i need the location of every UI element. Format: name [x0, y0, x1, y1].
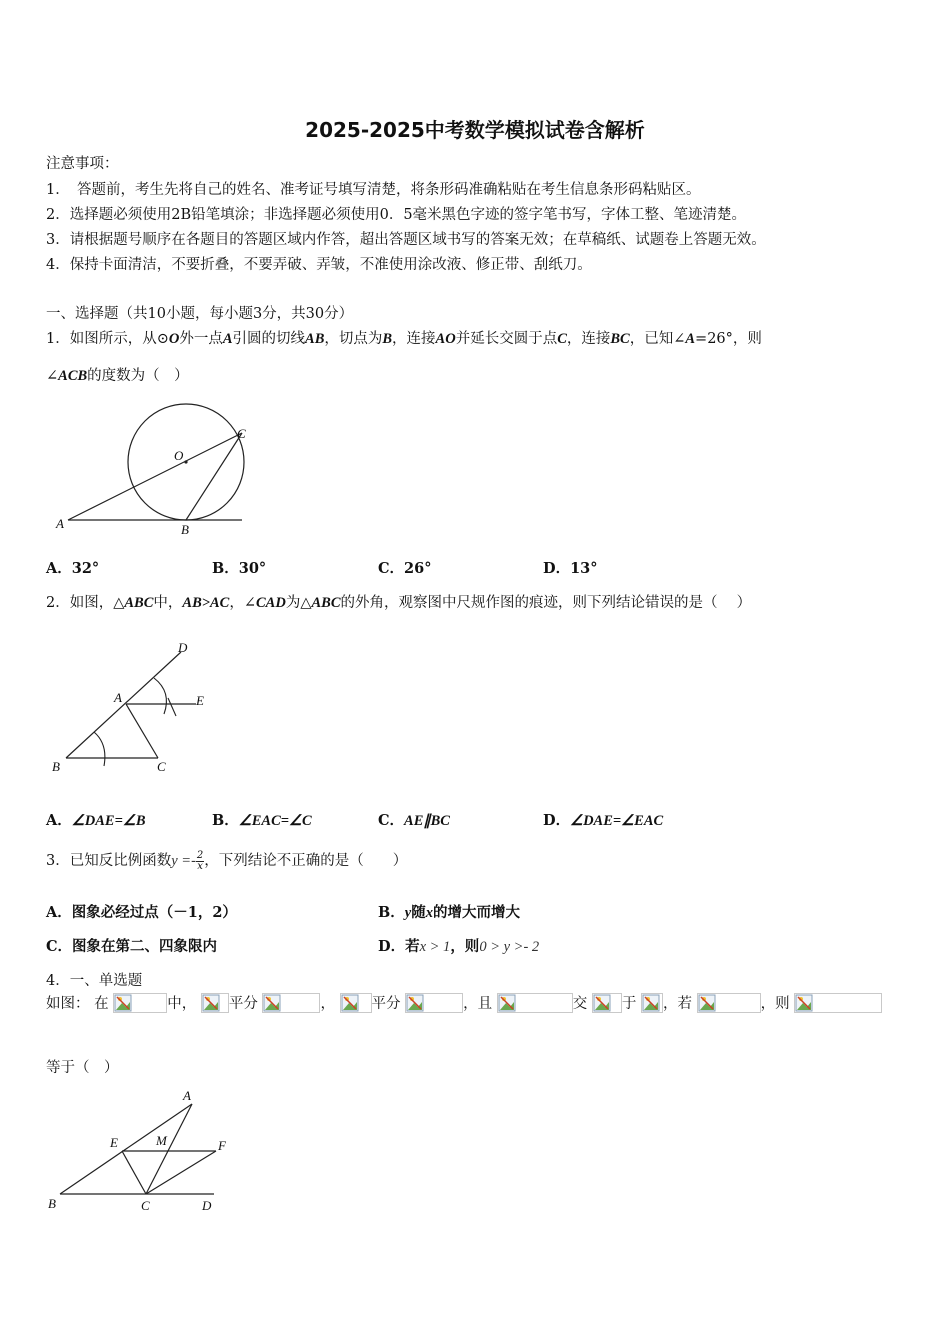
broken-image: [592, 993, 622, 1013]
broken-image: [340, 993, 372, 1013]
fig4-label-F: F: [218, 1138, 226, 1153]
q2-stem: 2．如图，△ABC中，AB>AC，∠CAD为△ABC的外角，观察图中尺规作图的痕迹，则下列结论错误的是（ ）: [46, 595, 752, 611]
broken-image-icon: [263, 994, 281, 1012]
fig2-label-A: A: [114, 690, 122, 705]
notice-item: 3．请根据题号顺序在各题目的答题区域内作答，超出答题区域书写的答案无效；在草稿纸、试题卷上答题无效。: [46, 232, 766, 248]
broken-image: [794, 993, 882, 1013]
broken-image-icon: [642, 994, 660, 1012]
q4-head: 4．一、单选题: [46, 973, 143, 989]
q1-stem-line1: 1．如图所示，从⊙O外一点A引圆的切线AB，切点为B，连接AO并延长交圆于点C，连接BC，已知∠A=26°，则: [46, 331, 762, 347]
fig2-label-C: C: [157, 759, 166, 774]
fig1-label-O: O: [174, 448, 184, 463]
q3-stem: 3．已知反比例函数y =- $\frac{2}{x}$ ，下列结论不正确的是（ ）: [46, 849, 408, 872]
q2-option-a[interactable]: A．∠DAE=∠B: [46, 812, 146, 829]
q1-option-d[interactable]: D．13°: [543, 560, 598, 577]
q4-tail: 等于（ ）: [46, 1060, 119, 1076]
broken-image: [201, 993, 229, 1013]
broken-image-icon: [406, 994, 424, 1012]
fig2-label-D: D: [178, 640, 188, 655]
fig4-label-E: E: [110, 1135, 118, 1150]
q1-option-b[interactable]: B．30°: [212, 560, 267, 577]
notice-item: 2．选择题必须使用2B铅笔填涂；非选择题必须使用0．5毫米黑色字迹的签字笔书写，字体工整、笔迹清楚。: [46, 207, 747, 223]
broken-image-icon: [795, 994, 813, 1012]
fig4-label-A: A: [183, 1088, 191, 1103]
broken-image: [262, 993, 320, 1013]
fig1-label-A: A: [56, 516, 64, 531]
fig1-label-B: B: [181, 522, 189, 537]
q1-figure: [46, 398, 256, 543]
q2-figure: [46, 632, 221, 780]
broken-image: [405, 993, 463, 1013]
q3-option-c[interactable]: C．图象在第二、四象限内: [46, 938, 218, 955]
broken-image: [697, 993, 761, 1013]
notice-item: 4．保持卡面清洁，不要折叠，不要弄破、弄皱，不准使用涂改液、修正带、刮纸刀。: [46, 257, 592, 273]
notice-heading: 注意事项：: [46, 156, 119, 172]
broken-image: [113, 993, 167, 1013]
fig2-label-B: B: [52, 759, 60, 774]
fig1-label-C: C: [237, 426, 246, 441]
q2-option-b[interactable]: B．∠EAC=∠C: [212, 812, 312, 829]
q1-option-a[interactable]: A．32°: [46, 560, 100, 577]
q3-option-d[interactable]: D．若x > 1，则0 > y >- 2: [378, 938, 540, 955]
fig4-label-D: D: [202, 1198, 212, 1213]
fig2-label-E: E: [196, 693, 204, 708]
fig4-label-B: B: [48, 1196, 56, 1211]
page-title: 2025-2025中考数学模拟试卷含解析: [305, 118, 645, 142]
q2-option-c[interactable]: C．AE∥BC: [378, 812, 450, 829]
q3-option-a[interactable]: A．图象必经过点（－1，2）: [46, 904, 237, 921]
q3-fraction: $\frac{2}{x}$: [196, 849, 204, 872]
q3-option-b[interactable]: B．y随x的增大而增大: [378, 904, 520, 921]
fig4-label-C: C: [141, 1198, 150, 1213]
q1-option-c[interactable]: C．26°: [378, 560, 432, 577]
broken-image-icon: [341, 994, 359, 1012]
section-heading: 一、选择题（共10小题，每小题3分，共30分）: [46, 306, 354, 322]
broken-image-icon: [593, 994, 611, 1012]
q4-stem: 如图： 在 中， 平分 ， 平分 ，且 交 于 ，若 ，则: [46, 992, 882, 1013]
notice-item: 1． 答题前，考生先将自己的姓名、准考证号填写清楚，将条形码准确粘贴在考生信息条形码粘贴区。: [46, 182, 701, 198]
broken-image-icon: [202, 994, 220, 1012]
q1-stem-line2: ∠ACB的度数为（ ）: [46, 368, 189, 384]
fig4-label-M: M: [156, 1133, 167, 1148]
q2-option-d[interactable]: D．∠DAE=∠EAC: [543, 812, 664, 829]
broken-image-icon: [698, 994, 716, 1012]
broken-image-icon: [114, 994, 132, 1012]
broken-image-icon: [498, 994, 516, 1012]
broken-image: [497, 993, 573, 1013]
broken-image: [641, 993, 663, 1013]
q4-figure: [46, 1084, 236, 1216]
